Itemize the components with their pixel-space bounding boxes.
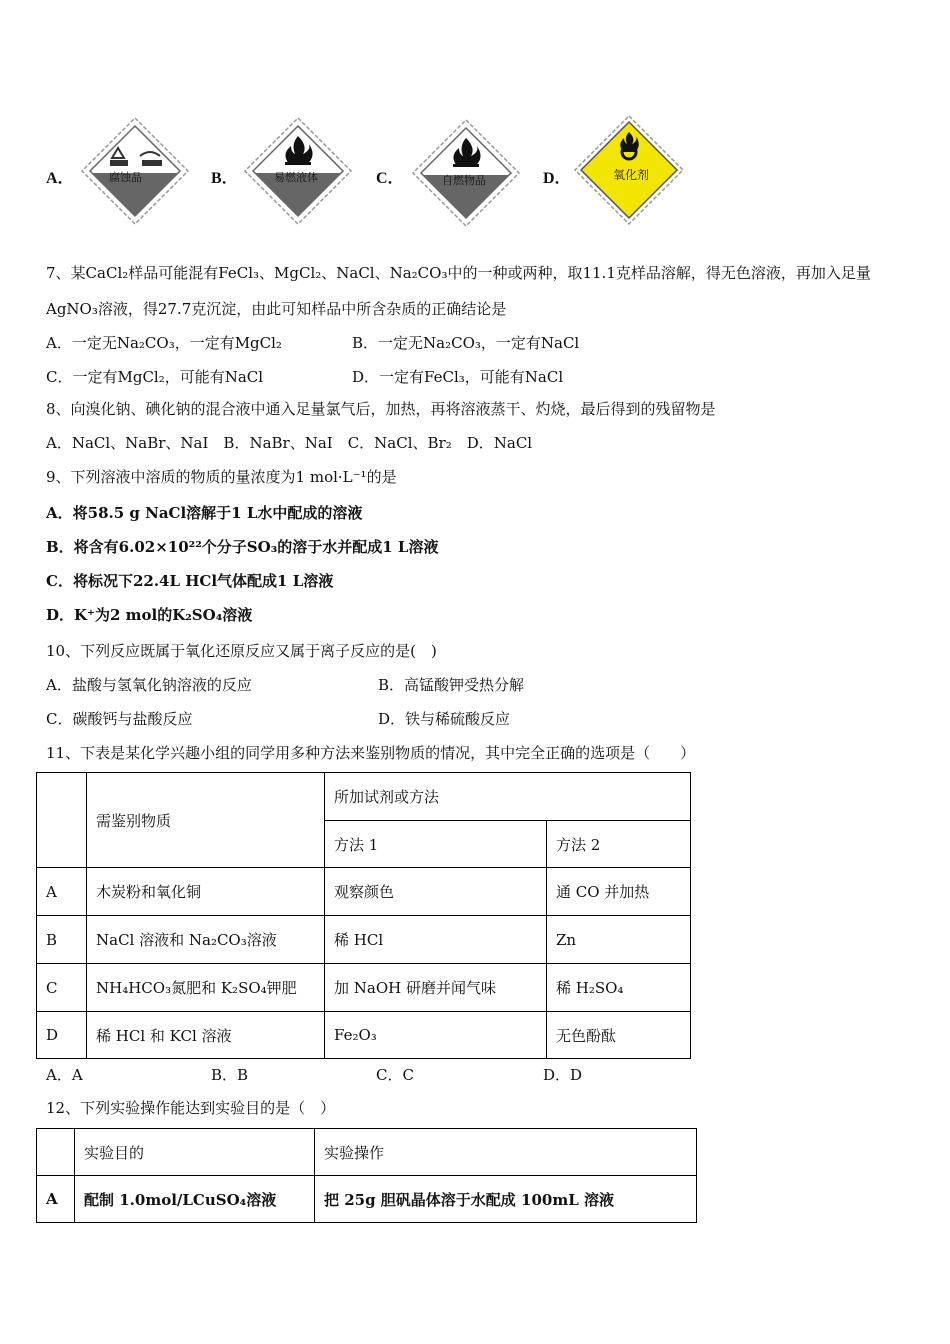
q9-option-b: B．将含有6.02×10²²个分子SO₃的溶于水并配成1 L溶液: [46, 538, 439, 556]
q11-answer-b: B．B: [211, 1066, 249, 1084]
q11-stem: 11、下表是某化学兴趣小组的同学用多种方法来鉴别物质的情况，其中完全正确的选项是（ ）: [46, 744, 696, 762]
q11-header-empty: [37, 773, 87, 868]
sign-a-letter: A．: [46, 170, 74, 187]
q8-options: A．NaCl、NaBr、NaI B．NaBr、NaI C．NaCl、Br₂ D．NaCl: [46, 434, 533, 452]
q11-row-m2: 稀 H₂SO₄: [547, 964, 691, 1012]
q12-header-operation: 实验操作: [315, 1129, 697, 1176]
q12-stem: 12、下列实验操作能达到实验目的是（ ）: [46, 1099, 336, 1117]
q11-row-key: C: [37, 964, 87, 1012]
q12-header-empty: [37, 1129, 75, 1176]
sign-b-label: 易燃液体: [274, 171, 318, 184]
q11-row-item: 木炭粉和氧化铜: [87, 868, 325, 916]
q11-row-m1: 加 NaOH 研磨并闻气味: [325, 964, 547, 1012]
q11-header-item: 需鉴别物质: [87, 773, 325, 868]
sign-d-letter: D．: [543, 170, 571, 187]
q7-option-b: B．一定无Na₂CO₃，一定有NaCl: [352, 334, 580, 352]
q7-option-d: D．一定有FeCl₃，可能有NaCl: [352, 368, 564, 386]
q11-header-method: 所加试剂或方法: [325, 773, 691, 821]
q10-stem: 10、下列反应既属于氧化还原反应又属于离子反应的是( ): [46, 642, 437, 660]
q11-row-key: D: [37, 1012, 87, 1059]
table-row: [37, 916, 691, 964]
q8-stem: 8、向溴化钠、碘化钠的混合液中通入足量氯气后，加热，再将溶液蒸干、灼烧，最后得到的残留物是: [46, 400, 716, 418]
q11-row-m2: Zn: [547, 916, 691, 964]
q12-row-purpose: 配制 1.0mol/LCuSO₄溶液: [75, 1176, 315, 1223]
sign-c-label: 自燃物品: [442, 174, 486, 187]
sign-b-letter: B．: [211, 170, 238, 187]
q10-option-c: C．碳酸钙与盐酸反应: [46, 710, 193, 728]
q12-header-purpose: 实验目的: [75, 1129, 315, 1176]
q11-row-m1: 观察颜色: [325, 868, 547, 916]
q11-row-key: B: [37, 916, 87, 964]
table-row: [37, 1176, 697, 1223]
q9-option-a: A．将58.5 g NaCl溶解于1 L水中配成的溶液: [46, 504, 363, 522]
q9-option-d: D．K⁺为2 mol的K₂SO₄溶液: [46, 606, 253, 624]
q7-option-c: C．一定有MgCl₂，可能有NaCl: [46, 368, 264, 386]
q7-option-a: A．一定无Na₂CO₃，一定有MgCl₂: [46, 334, 282, 352]
q10-option-d: D．铁与稀硫酸反应: [378, 710, 511, 728]
q9-option-c: C．将标况下22.4L HCl气体配成1 L溶液: [46, 572, 334, 590]
q11-row-m2: 通 CO 并加热: [547, 868, 691, 916]
q7-stem-line2: AgNO₃溶液，得27.7克沉淀，由此可知样品中所含杂质的正确结论是: [46, 300, 507, 318]
q11-row-m2: 无色酚酞: [547, 1012, 691, 1059]
q11-header-m2: 方法 2: [547, 821, 691, 868]
q11-row-m1: Fe₂O₃: [325, 1012, 547, 1059]
q7-stem-line1: 7、某CaCl₂样品可能混有FeCl₃、MgCl₂、NaCl、Na₂CO₃中的一种或两种，取11.1克样品溶解，得无色溶液，再加入足量: [46, 264, 871, 282]
table-row: [37, 964, 691, 1012]
q11-answer-c: C．C: [376, 1066, 414, 1084]
q11-row-item: 稀 HCl 和 KCl 溶液: [87, 1012, 325, 1059]
table-row: [37, 868, 691, 916]
q11-table: [36, 772, 691, 1059]
q12-row-key: A: [37, 1176, 75, 1223]
q11-answer-a: A．A: [46, 1066, 83, 1084]
q11-row-key: A: [37, 868, 87, 916]
q11-row-m1: 稀 HCl: [325, 916, 547, 964]
table-row: [37, 1012, 691, 1059]
q11-row-item: NaCl 溶液和 Na₂CO₃溶液: [87, 916, 325, 964]
sign-a-label: 腐蚀品: [109, 171, 142, 184]
q9-stem: 9、下列溶液中溶质的物质的量浓度为1 mol·L⁻¹的是: [46, 468, 397, 486]
q11-header-m1: 方法 1: [325, 821, 547, 868]
q10-option-b: B．高锰酸钾受热分解: [378, 676, 525, 694]
q11-row-item: NH₄HCO₃氮肥和 K₂SO₄钾肥: [87, 964, 325, 1012]
q12-row-operation: 把 25g 胆矾晶体溶于水配成 100mL 溶液: [315, 1176, 697, 1223]
sign-d-label: 氧化剂: [613, 168, 650, 182]
q10-option-a: A．盐酸与氢氧化钠溶液的反应: [46, 676, 252, 694]
q11-answer-d: D．D: [543, 1066, 583, 1084]
q12-table: [36, 1128, 697, 1223]
sign-c-letter: C．: [376, 170, 404, 187]
